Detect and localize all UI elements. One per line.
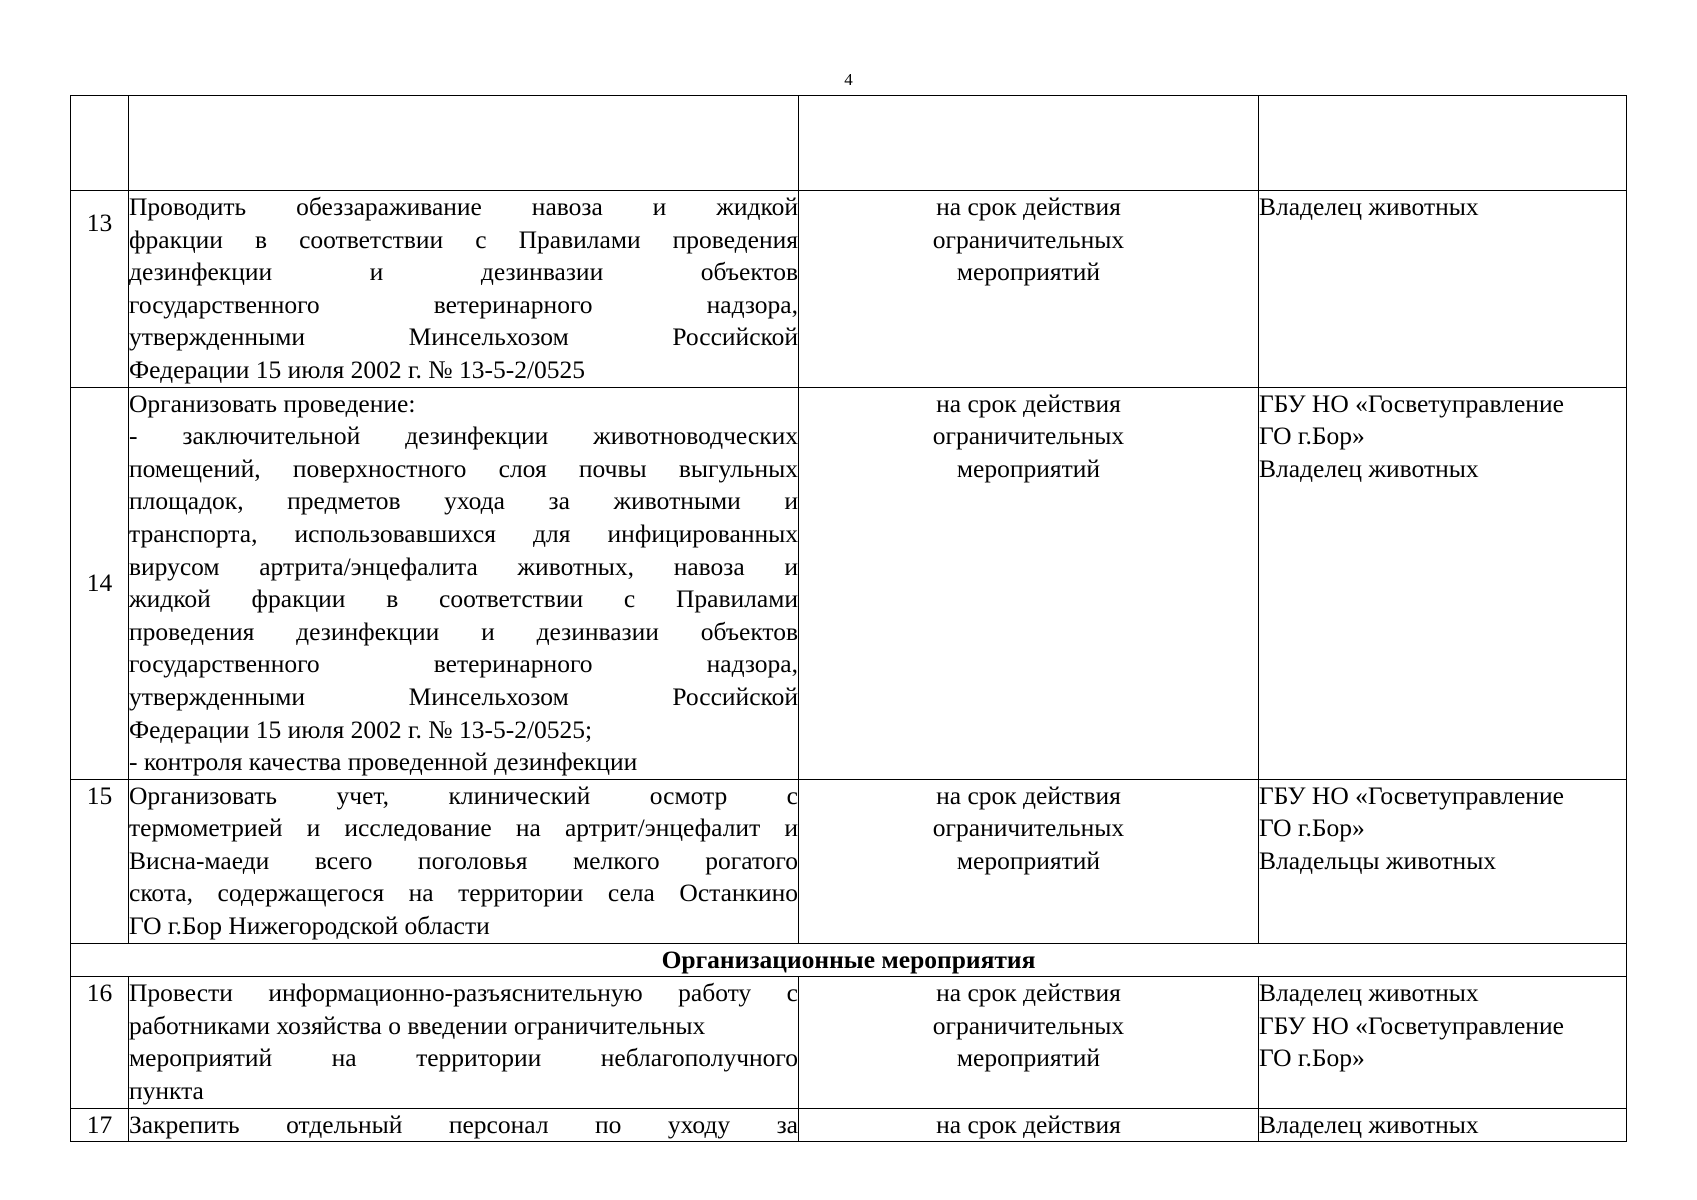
task-line: дезинфекции и дезинвазии объектов xyxy=(129,257,798,287)
task-line: площадок, предметов ухода за животными и xyxy=(129,486,798,516)
resp-line: ГО г.Бор» xyxy=(1259,1043,1365,1073)
resp-cell xyxy=(1259,387,1627,779)
resp-line: ГБУ НО «Госветуправление xyxy=(1259,780,1564,810)
task-line: утвержденными Минсельхозом Российской xyxy=(129,322,798,352)
term-line: на срок действия xyxy=(936,192,1121,221)
row-number: 14 xyxy=(71,387,129,779)
task-cell xyxy=(129,191,799,388)
task-line: скота, содержащегося на территории села Останкино xyxy=(129,878,798,908)
task-line: Закрепить отдельный персонал по уходу за xyxy=(129,1109,798,1139)
measures-table xyxy=(70,95,1627,1142)
row-number: 15 xyxy=(71,779,129,943)
resp-cell xyxy=(1259,977,1627,1108)
resp-line: ГБУ НО «Госветуправление xyxy=(1259,388,1564,418)
term-line: мероприятий xyxy=(956,845,1101,875)
term-cell xyxy=(799,191,1259,388)
task-cell xyxy=(129,387,799,779)
resp-line: Владелец животных xyxy=(1259,192,1479,221)
resp-line: Владелец животных xyxy=(1259,1109,1479,1139)
task-line: фракции в соответствии с Правилами проведения xyxy=(129,224,798,254)
task-line: Организовать учет, клинический осмотр с xyxy=(129,780,798,810)
task-line: - заключительной дезинфекции животноводческих xyxy=(129,421,798,451)
resp-cell xyxy=(1259,779,1627,943)
row-number: 13 xyxy=(71,191,129,388)
table-row-continuation xyxy=(71,96,1627,191)
task-cell xyxy=(129,779,799,943)
table-row xyxy=(71,779,1627,943)
task-line: работниками хозяйства о введении ограничительных xyxy=(129,1010,706,1040)
section-title: Организационные мероприятия xyxy=(71,943,1627,977)
resp-cell xyxy=(1259,96,1627,191)
term-line: ограничительных xyxy=(932,421,1125,451)
table-row xyxy=(71,387,1627,779)
section-row xyxy=(71,943,1627,977)
task-line: Висна-маеди всего поголовья мелкого рогатого xyxy=(129,845,798,875)
table-row xyxy=(71,191,1627,388)
term-line: мероприятий xyxy=(956,1043,1101,1073)
resp-line: Владелец животных xyxy=(1259,978,1479,1008)
term-line: мероприятий xyxy=(956,257,1101,287)
task-cell xyxy=(129,1108,799,1142)
term-line: на срок действия xyxy=(936,388,1121,418)
task-line: жидкой фракции в соответствии с Правилами xyxy=(129,584,798,614)
row-number: 16 xyxy=(71,977,129,1108)
term-line: на срок действия xyxy=(936,1109,1121,1139)
task-line: проведения дезинфекции и дезинвазии объектов xyxy=(129,616,798,646)
row-number: 17 xyxy=(71,1108,129,1142)
task-line: утвержденными Минсельхозом Российской xyxy=(129,681,798,711)
task-line: ГО г.Бор Нижегородской области xyxy=(129,911,490,941)
task-line: транспорта, использовавшихся для инфицированных xyxy=(129,518,798,548)
num-cell xyxy=(71,96,129,191)
task-line: Федерации 15 июля 2002 г. № 13-5-2/0525; xyxy=(129,714,593,744)
resp-line: Владельцы животных xyxy=(1259,845,1497,875)
resp-line: Владелец животных xyxy=(1259,453,1479,483)
term-line: ограничительных xyxy=(932,1010,1125,1040)
task-line: термометрией и исследование на артрит/энцефалит и xyxy=(129,813,798,843)
page-number: 4 xyxy=(844,70,853,89)
term-cell xyxy=(799,1108,1259,1142)
term-cell xyxy=(799,96,1259,191)
task-line: вирусом артрита/энцефалита животных, навоза и xyxy=(129,551,798,581)
term-line: на срок действия xyxy=(936,780,1121,810)
task-line: Федерации 15 июля 2002 г. № 13-5-2/0525 xyxy=(129,354,586,384)
task-line: пункта xyxy=(129,1076,204,1106)
resp-cell xyxy=(1259,1108,1627,1142)
task-line: Провести информационно-разъяснительную работу с xyxy=(129,978,798,1008)
resp-line: ГО г.Бор» xyxy=(1259,813,1365,843)
resp-line: ГБУ НО «Госветуправление xyxy=(1259,1010,1564,1040)
term-line: мероприятий xyxy=(956,453,1101,483)
term-cell xyxy=(799,977,1259,1108)
task-line: Проводить обеззараживание навоза и жидкой xyxy=(129,192,798,221)
resp-cell xyxy=(1259,191,1627,388)
task-line: государственного ветеринарного надзора, xyxy=(129,649,798,679)
task-line: Организовать проведение: xyxy=(129,388,416,418)
task-cell xyxy=(129,977,799,1108)
task-cell xyxy=(129,96,799,191)
term-cell xyxy=(799,779,1259,943)
table-row xyxy=(71,977,1627,1108)
task-line: мероприятий на территории неблагополучного xyxy=(129,1043,798,1073)
term-cell xyxy=(799,387,1259,779)
term-line: на срок действия xyxy=(936,978,1121,1008)
table-row xyxy=(71,1108,1627,1142)
term-line: ограничительных xyxy=(932,224,1125,254)
task-line: помещений, поверхностного слоя почвы выгульных xyxy=(129,453,798,483)
term-line: ограничительных xyxy=(932,813,1125,843)
task-line: - контроля качества проведенной дезинфекции xyxy=(129,747,638,777)
resp-line: ГО г.Бор» xyxy=(1259,421,1365,451)
task-line: государственного ветеринарного надзора, xyxy=(129,289,798,319)
